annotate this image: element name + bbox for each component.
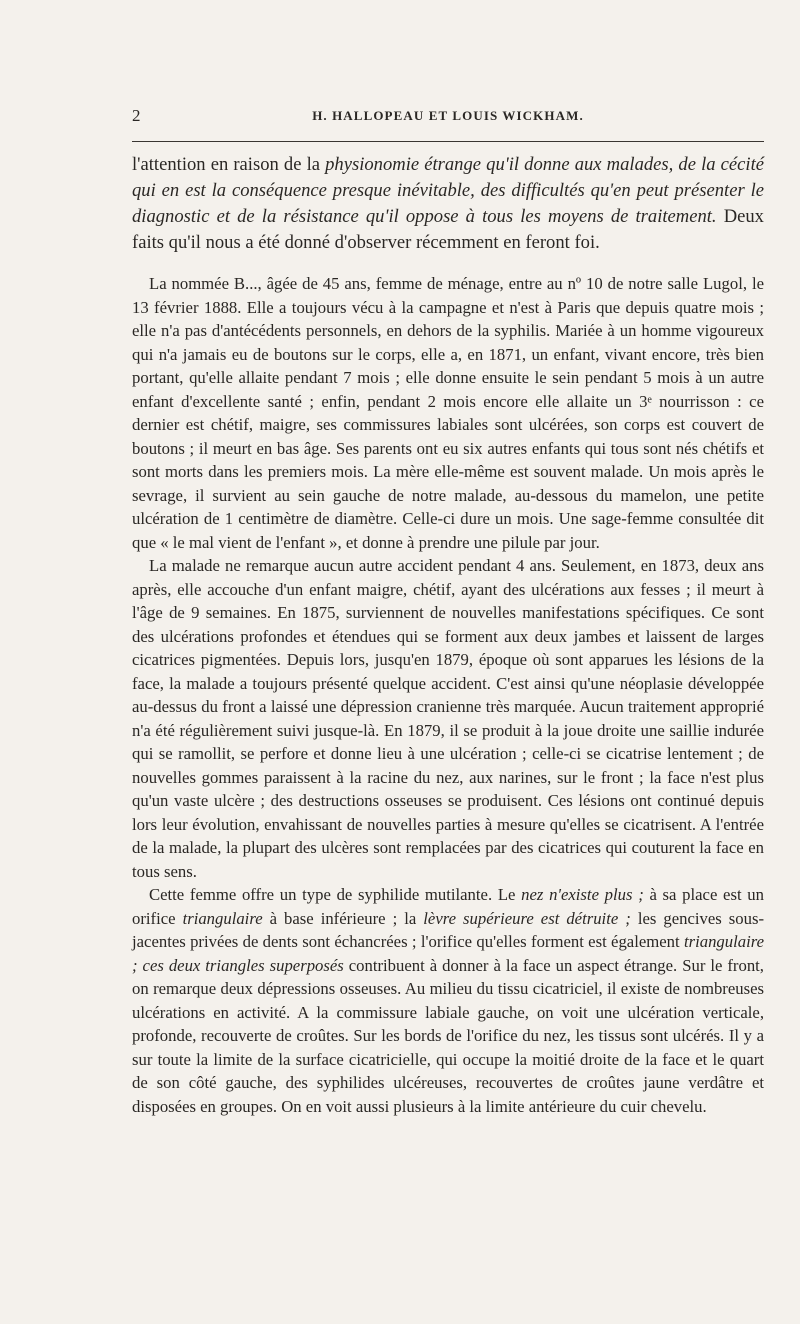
desc-text-2: à sa place est un orifice [132, 885, 764, 928]
paragraph-description [132, 883, 764, 1118]
desc-text-4: les gencives sous-jacentes privées de dents sont échancrées ; l'orifice qu'elles forment est également [132, 908, 765, 951]
desc-text-5: contribuent à donner à la face un aspect étrange. Sur le front, on remarque deux dépressions osseuses. Au milieu du tissu cicatriciel, il existe de nombreuses ulcérations en activité. A la commissure labiale gauche, on voit une ulcération verticale, profonde, recouverte de croûtes. Sur les bords de l'orifice du nez, les tissus sont ulcérés. Il y a sur toute la limite de la surface cicatricielle, qui occupe la moitié droite de la face et le quart de son côté gauche, des syphilides ulcéreuses, recouvertes de croûtes jaune verdâtre et disposées en groupes. On en voit aussi plusieurs à la limite antérieure du cuir chevelu. [132, 955, 764, 1116]
desc-text-3: à base inférieure ; la [262, 908, 424, 928]
paragraph-intro [132, 152, 764, 256]
desc-italic-3: lèvre supérieure est détruite ; [423, 908, 631, 928]
running-head: H. HALLOPEAU ET LOUIS WICKHAM. [312, 108, 584, 123]
paragraph-case-history: La nommée B..., âgée de 45 ans, femme de ménage, entre au nº 10 de notre salle Lugol, le 13 février 1888. Elle a toujours vécu à la campagne et n'est à Paris que depuis quatre mois ; elle n'a pas d'antécédents personnels, en dehors de la syphilis. Mariée à un homme vigoureux qui n'a jamais eu de boutons sur le corps, elle a, en 1871, un enfant, vivant encore, très bien portant, qu'elle allaite pendant 7 mois ; elle donne ensuite le sein pendant 5 mois à un autre enfant d'excellente santé ; enfin, pendant 2 mois encore elle allaite un 3ᵉ nourrisson : ce dernier est chétif, maigre, ses commissures labiales sont ulcérées, son corps est couvert de boutons ; il meurt en bas âge. Ses parents ont eu six autres enfants qui tous sont nés chétifs et sont morts dans les premiers mois. La mère elle-même est souvent malade. Un mois après le sevrage, il survient au sein gauche de notre malade, au-dessous du mamelon, une petite ulcération de 1 centimètre de diamètre. Celle-ci dure un mois. Une sage-femme consultée dit que « le mal vient de l'enfant », et donne à prendre une pilule par jour. [132, 274, 764, 552]
page-header [132, 106, 764, 130]
header-rule [132, 141, 764, 142]
paragraph-evolution: La malade ne remarque aucun autre accident pendant 4 ans. Seulement, en 1873, deux ans après, elle accouche d'un enfant maigre, chétif, ayant des ulcérations aux fesses ; il meurt à l'âge de 9 semaines. En 1875, surviennent de nouvelles manifestations spécifiques. Ce sont des ulcérations profondes et étendues qui se forment aux deux jambes et laissent de larges cicatrices pigmentées. Depuis lors, jusqu'en 1879, époque où sont apparues les lésions de la face, la malade a toujours présenté quelque accident. C'est ainsi qu'une néoplasie développée au-dessus du front a laissé une dépression cranienne très marquée. Aucun traitement approprié n'a été régulièrement suivi jusque-là. En 1879, il se produit à la joue droite une saillie indurée qui se ramollit, se perfore et donne lieu à une ulcération ; celle-ci se cicatrise lentement ; de nouvelles gommes paraissent à la racine du nez, aux narines, sur le front ; la face n'est plus qu'un vaste ulcère ; des destructions osseuses se produisent. Ces lésions ont continué depuis lors leur évolution, envahissant de nouvelles parties à mesure qu'elles se cicatrisent. A l'entrée de la malade, la plupart des ulcères sont remplacées par des cicatrices qui couturent la face en tous sens. [132, 556, 764, 881]
desc-italic-4: triangulaire ; ces deux triangles superposés [132, 932, 764, 975]
paragraph-intro-italic: physionomie étrange qu'il donne aux malades, de la cécité qui en est la conséquence presque inévitable, des difficultés qu'en peut présenter le diagnostic et de la résistance qu'il oppose à tous les moyens de traitement. [132, 154, 765, 227]
desc-text-1: Cette femme offre un type de syphilide mutilante. Le [149, 885, 522, 904]
desc-italic-2: triangulaire [182, 908, 263, 928]
page-number: 2 [132, 106, 141, 125]
desc-italic-1: nez n'existe plus ; [521, 885, 644, 904]
paragraph-intro-tail: Deux faits qu'il nous a été donné d'observer récemment en feront foi. [132, 206, 764, 253]
body-text [132, 152, 764, 1118]
paragraph-intro-text: l'attention en raison de la [132, 154, 326, 175]
